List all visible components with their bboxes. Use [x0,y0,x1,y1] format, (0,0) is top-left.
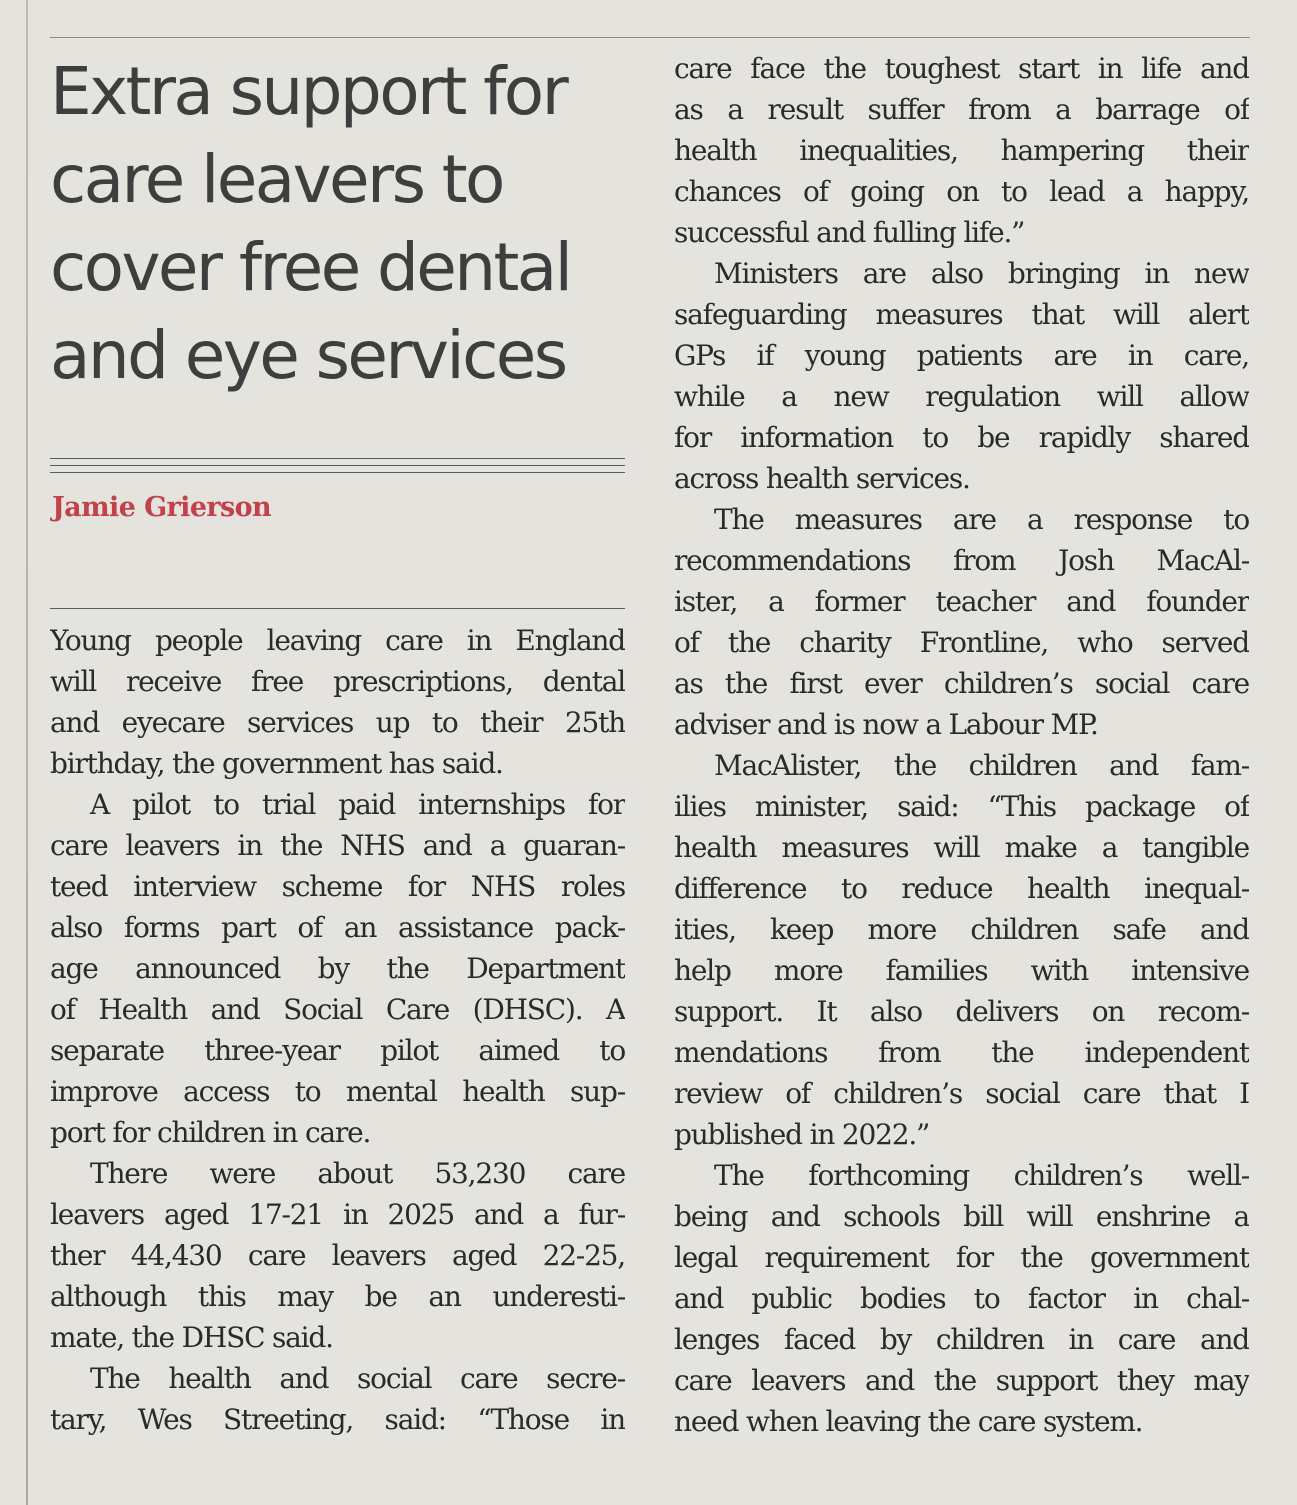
text-line: across health services. [674,462,970,495]
text-line: ther 44,430 care leavers aged 22-25, [50,1239,625,1272]
text-line: help more families with intensive [674,954,1249,987]
text-line: ister, a former teacher and founder [674,585,1249,618]
headline-rule [50,458,625,479]
text-line: birthday, the government has said. [50,747,503,780]
text-line: care leavers in the NHS and a guaran- [50,829,625,862]
text-line: lenges faced by children in care and [674,1323,1249,1356]
text-line: The forthcoming children’s well- [714,1159,1249,1192]
text-line: leavers aged 17-21 in 2025 and a fur- [50,1198,625,1231]
text-line: age announced by the Department [50,952,625,985]
text-line: adviser and is now a Labour MP. [674,708,1098,741]
text-line: difference to reduce health inequal- [674,872,1249,905]
text-line: mendations from the independent [674,1036,1249,1069]
headline-line: care leavers to [50,141,503,218]
text-line: and public bodies to factor in chal- [674,1282,1249,1315]
text-line: being and schools bill will enshrine a [674,1200,1249,1233]
text-line: care face the toughest start in life and [674,52,1249,85]
text-line: GPs if young patients are in care, [674,339,1249,372]
headline-line: Extra support for [50,53,567,130]
text-line: recommendations from Josh MacAl- [674,544,1249,577]
text-line: mate, the DHSC said. [50,1321,333,1354]
page-edge [26,0,28,1505]
text-line: published in 2022.” [674,1118,930,1151]
text-line: legal requirement for the government [674,1241,1249,1274]
text-line: teed interview scheme for NHS roles [50,870,625,903]
byline: Jamie Grierson [52,492,272,523]
text-line: ilies minister, said: “This package of [674,790,1249,823]
text-line: as a result suffer from a barrage of [674,93,1249,126]
text-line: although this may be an underesti- [50,1280,625,1313]
text-line: The health and social care secre- [90,1362,625,1395]
text-line: The measures are a response to [714,503,1249,536]
article-body-left [50,620,625,1440]
text-line: as the first ever children’s social care [674,667,1249,700]
text-line: ities, keep more children safe and [674,913,1249,946]
text-line: also forms part of an assistance pack- [50,911,625,944]
text-line: health measures will make a tangible [674,831,1249,864]
text-line: need when leaving the care system. [674,1405,1143,1438]
byline-rule [50,608,625,609]
text-line: and eyecare services up to their 25th [50,706,625,739]
text-line: tary, Wes Streeting, said: “Those in [50,1403,625,1436]
text-line: for information to be rapidly shared [674,421,1249,454]
text-line: support. It also delivers on recom- [674,995,1249,1028]
text-line: while a new regulation will allow [674,380,1249,413]
text-line: of the charity Frontline, who served [674,626,1249,659]
text-line: Young people leaving care in England [50,624,625,657]
text-line: Ministers are also bringing in new [714,257,1249,290]
text-line: safeguarding measures that will alert [674,298,1249,331]
top-rule [50,37,1250,38]
article-body-right [674,48,1249,1442]
text-line: care leavers and the support they may [674,1364,1249,1397]
text-line: chances of going on to lead a happy, [674,175,1249,208]
text-line: will receive free prescriptions, dental [50,665,625,698]
headline [50,48,625,400]
headline-line: and eye services [50,317,566,394]
left-column [50,48,625,1436]
text-line: MacAlister, the children and fam- [714,749,1249,782]
text-line: of Health and Social Care (DHSC). A [50,993,625,1026]
text-line: successful and fulling life.” [674,216,1025,249]
text-line: There were about 53,230 care [90,1157,625,1190]
text-line: improve access to mental health sup- [50,1075,625,1108]
text-line: health inequalities, hampering their [674,134,1249,167]
text-line: port for children in care. [50,1116,371,1149]
headline-line: cover free dental [50,229,571,306]
text-line: separate three-year pilot aimed to [50,1034,625,1067]
text-line: review of children’s social care that I [674,1077,1249,1110]
text-line: A pilot to trial paid internships for [90,788,625,821]
